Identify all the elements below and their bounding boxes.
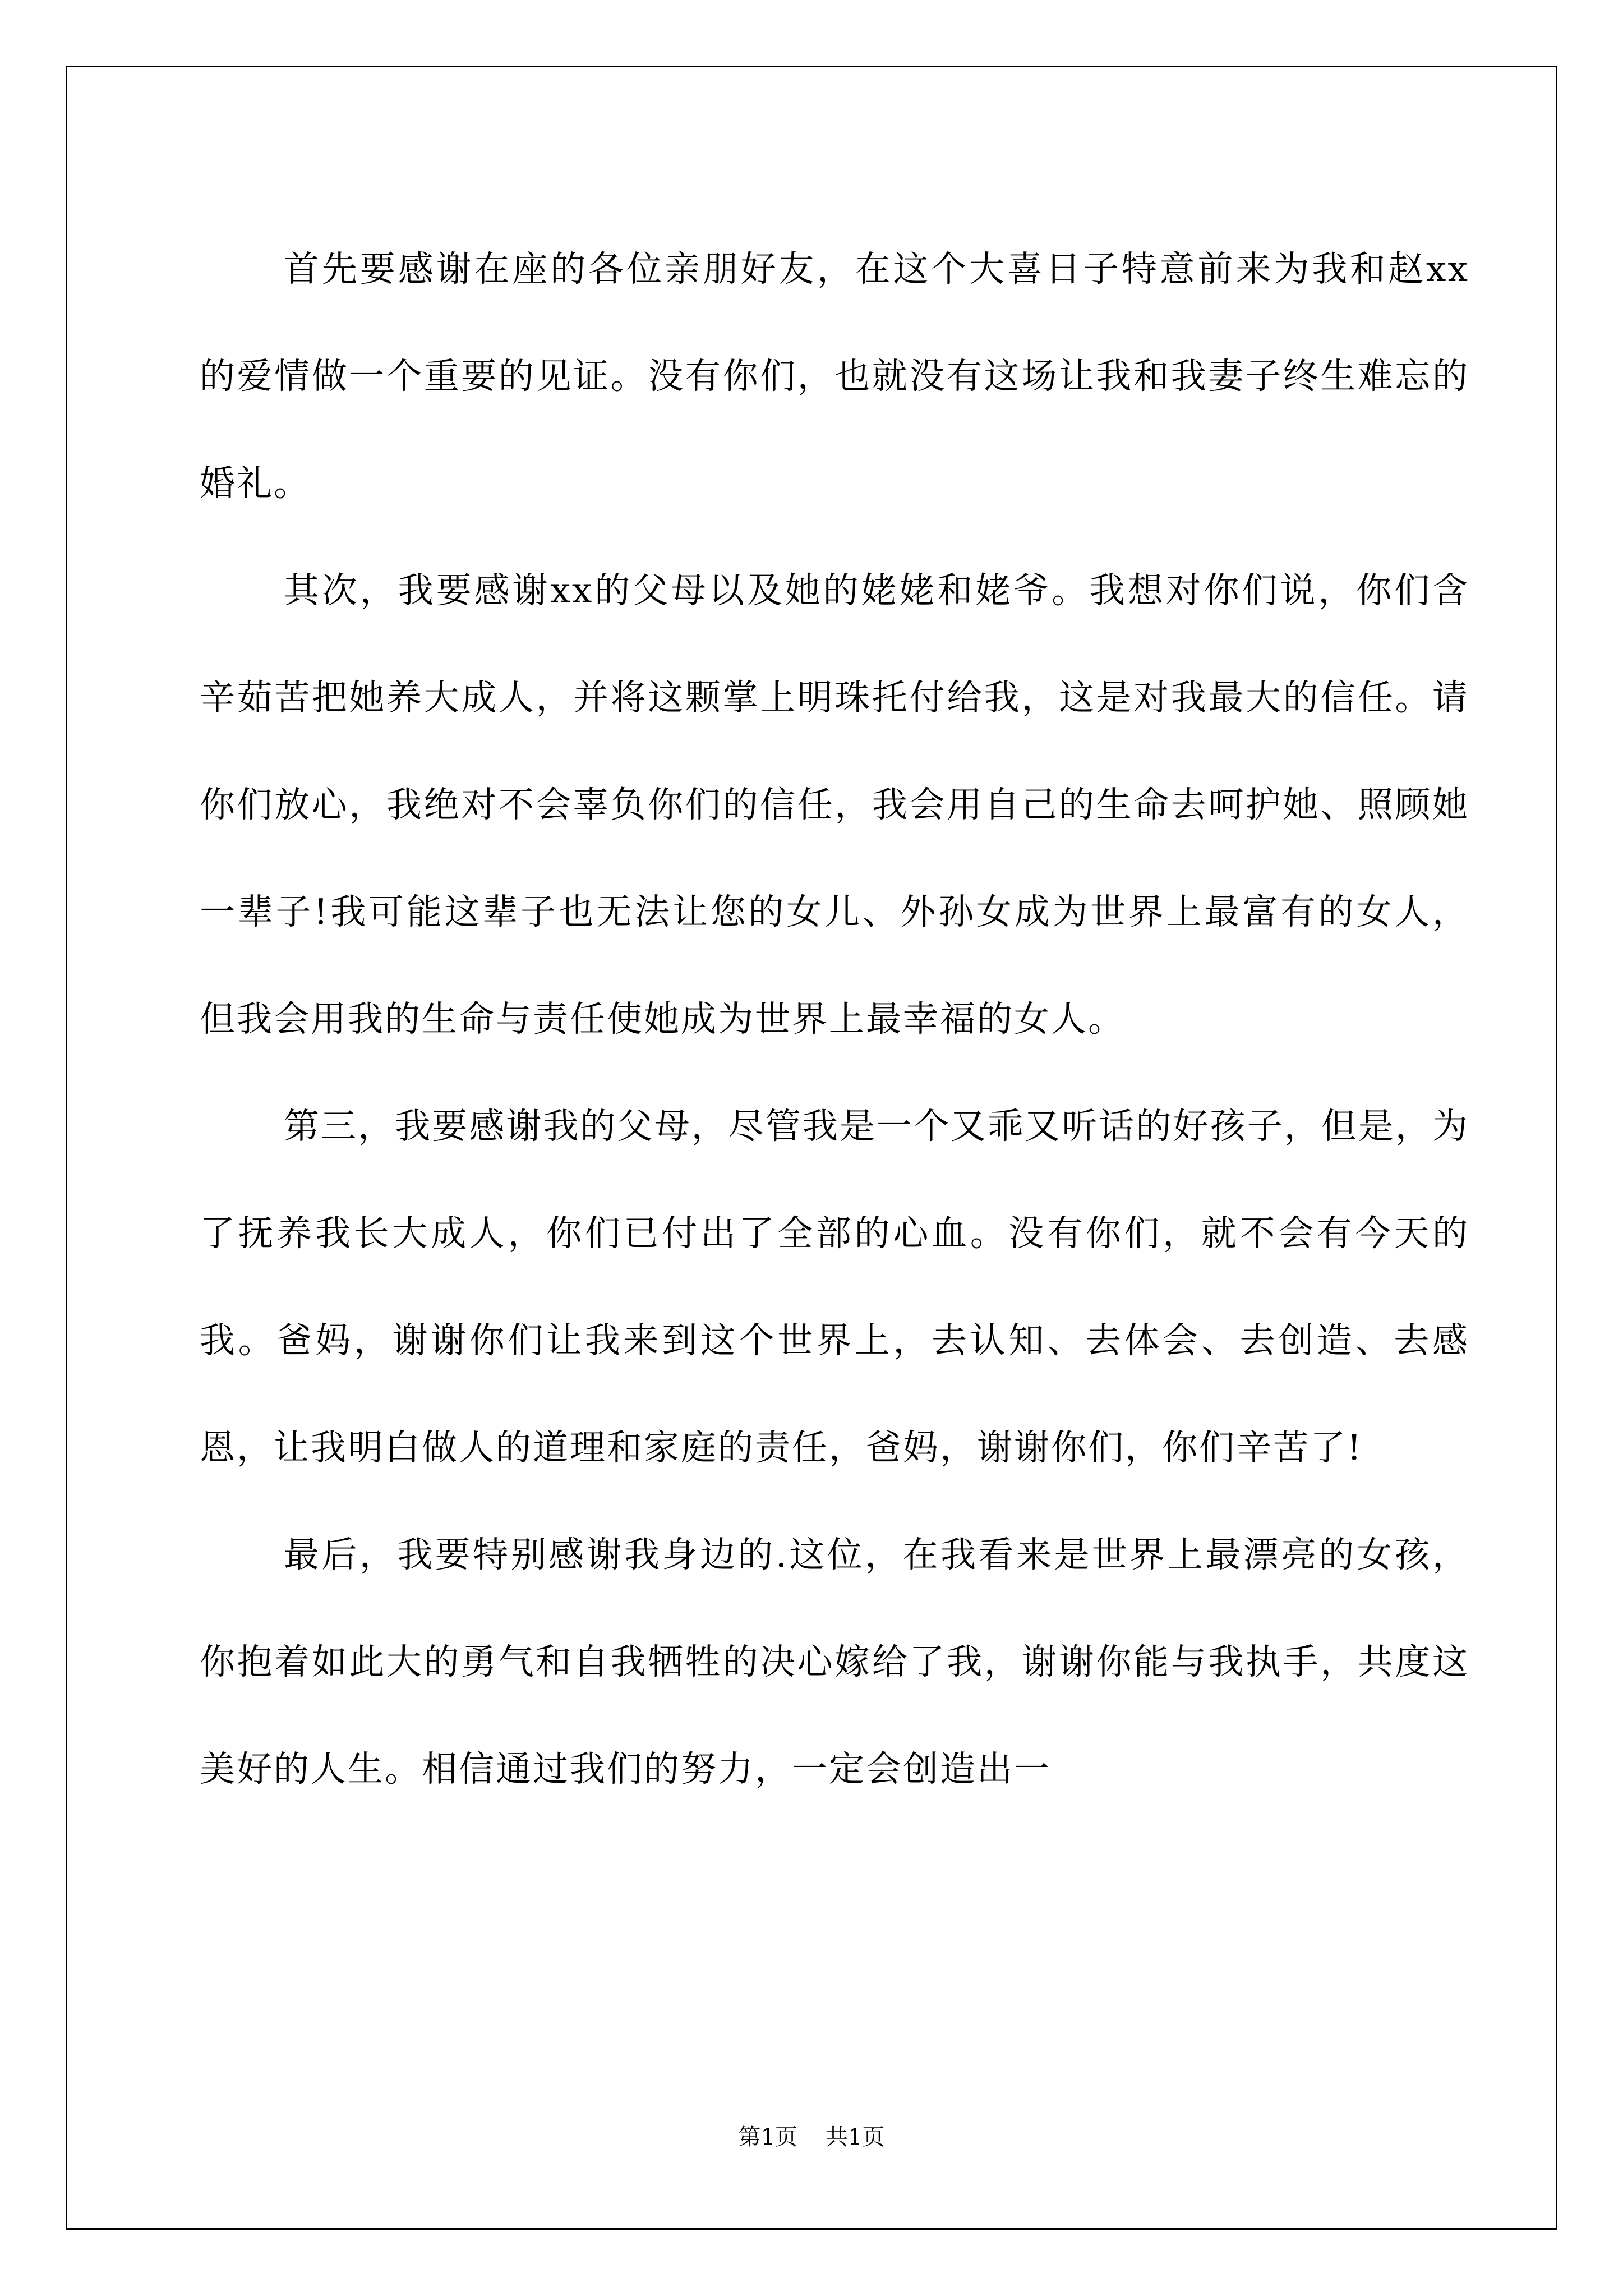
page-footer [0,2120,1623,2154]
paragraph-2: 其次，我要感谢xx的父母以及她的姥姥和姥爷。我想对你们说，你们含辛茹苦把她养大成人，并将这颗掌上明珠托付给我，这是对我最大的信任。请你们放心，我绝对不会辜负你们的信任，我会用自己的生命去呵护她、照顾她一辈子!我可能这辈子也无法让您的女儿、外孙女成为世界上最富有的女人，但我会用我的生命与责任使她成为世界上最幸福的女人。 [200,570,1469,1039]
paragraph-3: 第三，我要感谢我的父母，尽管我是一个又乖又听话的好孩子，但是，为了抚养我长大成人，你们已付出了全部的心血。没有你们，就不会有今天的我。爸妈，谢谢你们让我来到这个世界上，去认知、去体会、去创造、去感恩，让我明白做人的道理和家庭的责任，爸妈，谢谢你们，你们辛苦了! [200,1106,1469,1468]
page-number: 第1页 [738,2124,797,2150]
paragraph-4: 最后，我要特别感谢我身边的.这位，在我看来是世界上最漂亮的女孩，你抱着如此大的勇气和自我牺牲的决心嫁给了我，谢谢你能与我执手，共度这美好的人生。相信通过我们的努力，一定会创造出一 [200,1534,1469,1789]
document-body [200,215,1469,1823]
page-total: 共1页 [826,2124,885,2150]
paragraph-1: 首先要感谢在座的各位亲朋好友，在这个大喜日子特意前来为我和赵xx的爱情做一个重要的见证。没有你们，也就没有这场让我和我妻子终生难忘的婚礼。 [200,249,1469,504]
